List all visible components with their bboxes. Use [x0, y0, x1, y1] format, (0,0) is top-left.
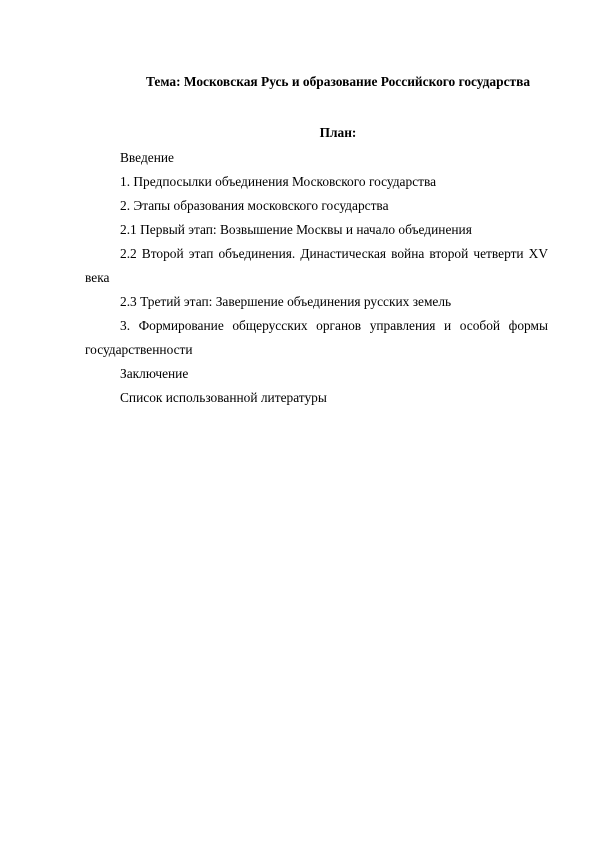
toc-item-introduction: Введение	[120, 150, 174, 165]
toc-item-1: 1. Предпосылки объединения Московского государства	[120, 174, 437, 189]
document-title: Тема: Московская Русь и образование Российского государства	[145, 74, 531, 89]
toc-item-bibliography: Список использованной литературы	[120, 390, 327, 405]
toc-item-2-2: 2.2 Второй этап объединения. Династическая война второй четверти XV века	[85, 246, 548, 285]
plan-heading: План:	[319, 125, 357, 140]
table-of-contents	[85, 146, 548, 410]
toc-item-conclusion: Заключение	[120, 366, 189, 381]
toc-item-2-1: 2.1 Первый этап: Возвышение Москвы и начало объединения	[120, 222, 472, 237]
toc-item-2: 2. Этапы образования московского государства	[120, 198, 389, 213]
toc-item-2-3: 2.3 Третий этап: Завершение объединения русских земель	[120, 294, 452, 309]
toc-item-3: 3. Формирование общерусских органов управления и особой формы государственности	[85, 318, 548, 357]
